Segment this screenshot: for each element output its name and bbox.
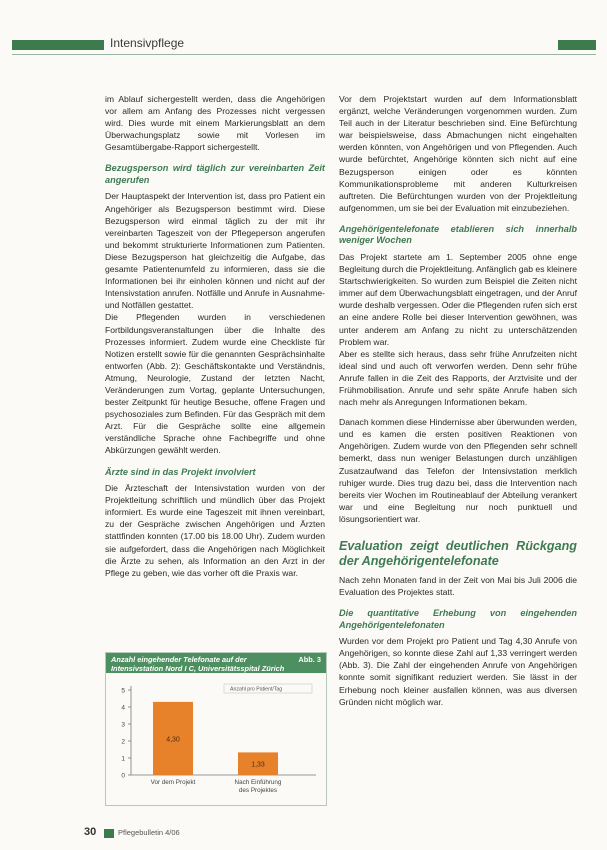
chart-title-line2: Intensivstation Nord I C, Universitätsspital Zürich <box>111 664 285 673</box>
x-tick-label: Vor dem Projekt <box>150 779 196 786</box>
bar-value-label: 1,33 <box>251 761 265 769</box>
chart-header <box>106 653 326 673</box>
subheading-aerzte: Ärzte sind in das Projekt involviert <box>105 466 256 477</box>
paragraph: Der Hauptaspekt der Intervention ist, dass pro Patient ein Angehöriger als Bezugsperson bestimmt wird. Diese Bezugsperson wird einmal täglich zu der mit ihr vereinbarten Tageszeit von der Pflegeperson angerufen und bekommt strukturierte Informationen zum Patienten. Diese Bezugsperson hat gleichzeitig die Aufgabe, das gesamte Patientenumfeld zu informieren, dass sie die Informationen bei ihr einholen können und nicht auf der Intensivstation anrufen. Notfälle und Anrufe in Ausnahme- und Notfällen gestattet. <box>105 191 325 311</box>
paragraph: Nach zehn Monaten fand in der Zeit von Mai bis Juli 2006 die Evaluation des Projektes statt. <box>339 575 577 598</box>
header-rule <box>12 54 596 55</box>
figure-chart <box>105 652 327 806</box>
legend-label: Anzahl pro Patient/Tag <box>230 686 283 693</box>
header-accent-bar-left <box>12 40 104 50</box>
bar-chart <box>106 675 326 805</box>
paragraph: Aber es stellte sich heraus, dass sehr frühe Anrufzeiten nicht ideal sind und auch oft verworfen werden. Denn sehr frühe Anrufe fallen in die Zeit des Rapports, der Arztvisite und der Frühmobilisation. Anrufe und sehr späte Anrufe haben sich nach mehr als Anregungen Informationen bekam. <box>339 348 577 408</box>
paragraph: Vor dem Projektstart wurden auf dem Informationsblatt ergänzt, welche Veränderungen vorgenommen wurden. Zum Teil auch in der Literatur beschrieben sind. Eine Befürchtung war beispielsweise, dass Abmachungen nicht eingehalten werden könnten, von Angehörigen und von Pflegenden. Auch wurde befürchtet, Angehörige könnten sich nicht auf eine Bezugsperson einigen oder es könnten Kommunikationsprobleme mit anderen Kulturkreisen auftreten. Die Befürchtungen wurden von der Projektleitung aufgenommen, um sie bei der Evaluation mit einzubeziehen. <box>339 94 577 213</box>
column-left <box>105 93 325 579</box>
y-tick-label: 4 <box>121 704 125 712</box>
header-accent-bar-right <box>558 40 596 50</box>
subheading-telefonate: Angehörigentelefonate etablieren sich innerhalb weniger Wochen <box>339 223 577 246</box>
subheading-bezugsperson: Bezugsperson wird täglich zur vereinbarten Zeit angerufen <box>105 163 325 185</box>
bar-value-label: 4,30 <box>166 736 180 744</box>
section-title: Intensivpflege <box>110 36 185 50</box>
x-tick-label: Nach Einführung <box>234 779 282 786</box>
paragraph: Danach kommen diese Hindernisse aber überwunden werden, und es kamen die ersten positiven Reaktionen von Angehörigen. Zudem wurde von den Pflegenden sehr schnell bemerkt, dass nun weniger Belastungen durch unzähligen Zusatzaufwand das Telefon der Intensivstation merklich ruhiger wurde. Dies trug dazu bei, dass die Intervention nach bereits vier Wochen im Routineablauf der Abteilung verankert war und eine Begleitung nur noch punktuell und lösungsorientiert war. <box>339 417 577 524</box>
column-right <box>339 93 577 708</box>
page-number: 30 <box>84 826 97 838</box>
paragraph: Die Ärzteschaft der Intensivstation wurden von der Projektleitung schriftlich und mündlich über das Projekt informiert. Es wurde eine Tageszeit mit ihnen vereinbart, zu der Gespräche zwischen Angehörigen und Ärzten stattfinden konnten (17.00 bis 18.00 Uhr). Zudem wurden sie aufgefordert, dass die Angehörigen nach Möglichkeit die Ärzte zu sehen, als Information an den Arzt in der Pflege zu geben, wie das vorher oft die Praxis war. <box>105 483 325 578</box>
paragraph: Die Pflegenden wurden in verschiedenen Fortbildungsveranstaltungen über die Inhalte des Prozesses informiert. Zudem wurde eine Checkliste für Notizen erstellt sowie für die genannten Gesprächsinhalte entworfen (Abb. 2): Geschäftskontakte und Verständnis, Atmung, Neurologie, Zustand der letzten Nacht, Veränderungen zum Vortag, geplante Untersuchungen, bester Zeitpunkt für heutige Besuche, offene Fragen und psychosoziales zum Befinden. Für das Gespräch mit dem Arzt. Für die Gespräche sollte eine allgemein verständliche Sprache ohne Fachbegriffe und ohne Abkürzungen gewählt werden. <box>105 312 325 456</box>
magazine-name: Pflegebulletin 4/06 <box>118 828 180 837</box>
y-tick-label: 0 <box>121 772 125 780</box>
paragraph: Das Projekt startete am 1. September 2005 ohne enge Begleitung durch die Projektleitung. Anfänglich gab es kleinere Startschwierigkeiten. So wurden zum Beispiel die Zeiten nicht immer auf dem Überwachungsblatt eingetragen, und der Anruf wurde deshalb vergessen. Oder die Pflegenden rufen sich erst an eine andere Rolle bei dieser Intervention gewöhnen, was unter anderem am Anfang zu nicht zu unterschätzenden Problem war. <box>339 251 577 347</box>
y-tick-label: 2 <box>121 738 125 746</box>
chart-title-line1: Anzahl eingehender Telefonate auf der <box>111 655 247 664</box>
figure-label: Abb. 3 <box>298 655 321 664</box>
y-tick-label: 5 <box>121 687 125 695</box>
subheading-quantitative: Die quantitative Erhebung von eingehenden Angehörigentelefonaten <box>339 608 577 630</box>
y-tick-label: 3 <box>121 721 125 729</box>
x-tick-label: des Projektes <box>238 787 278 794</box>
intro-paragraph: im Ablauf sichergestellt werden, dass die Angehörigen vor allem am Anfang des Prozesses nicht vergessen wird. Dies wurde mit einem Markierungsblatt an dem Überwachungsplatz sowie mit Vorlesen im Gesamtübergabe-Rapport sichergestellt. <box>105 94 325 153</box>
y-tick-label: 1 <box>121 755 125 763</box>
section-heading-evaluation: Evaluation zeigt deutlichen Rückgang der Angehörigentelefonate <box>339 539 577 568</box>
paragraph: Wurden vor dem Projekt pro Patient und Tag 4,30 Anrufe von Angehörigen, so konnte diese Zahl auf 1,33 verringert werden (Abb. 3). Die Zahl der eingehenden Anrufe von Angehörigen konnte somit signifikant reduziert werden. Sie lässt in der Erhebung noch kleiner ausfallen können, was aus diversen Gründen nicht möglich war. <box>339 636 577 707</box>
footer-accent-bar <box>104 829 114 838</box>
